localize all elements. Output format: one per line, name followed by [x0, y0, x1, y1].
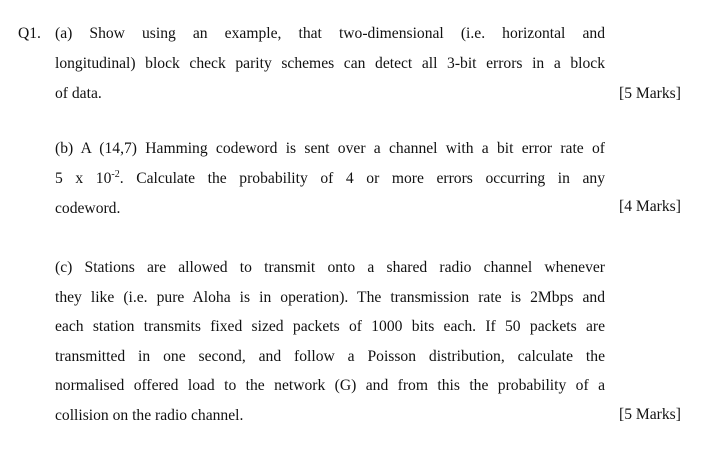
part-b-line-2-end: . Calculate the probability of 4 or more errors occurring in any — [119, 170, 606, 187]
part-a-line-3: of data. — [55, 85, 102, 102]
part-c-marks: [5 Marks] — [619, 406, 681, 423]
question-number: Q1. — [18, 25, 41, 42]
part-c-line-1: (c) Stations are allowed to transmit onto a shared radio channel whenever — [55, 259, 605, 276]
part-a-marks: [5 Marks] — [619, 85, 681, 102]
part-c-line-2: they like (i.e. pure Aloha is in operation). The transmission rate is 2Mbps and — [55, 289, 605, 306]
part-b-marks: [4 Marks] — [619, 198, 681, 215]
part-a-line-2: longitudinal) block check parity schemes can detect all 3-bit errors in a block — [55, 55, 605, 72]
part-b-line-2-start: 5 x 10 — [55, 170, 112, 187]
part-b-line-2 — [55, 169, 605, 189]
part-b-line-1: (b) A (14,7) Hamming codeword is sent over a channel with a bit error rate of — [55, 140, 605, 157]
part-c-line-5: normalised offered load to the network (G) and from this the probability of a — [55, 377, 605, 394]
part-a-line-1: (a) Show using an example, that two-dimensional (i.e. horizontal and — [55, 25, 605, 42]
part-c-line-6: collision on the radio channel. — [55, 407, 244, 424]
part-b-exponent: -2 — [111, 169, 120, 180]
part-c-line-3: each station transmits fixed sized packets of 1000 bits each. If 50 packets are — [55, 318, 605, 335]
part-b-line-3: codeword. — [55, 200, 121, 217]
part-c-line-4: transmitted in one second, and follow a Poisson distribution, calculate the — [55, 348, 605, 365]
